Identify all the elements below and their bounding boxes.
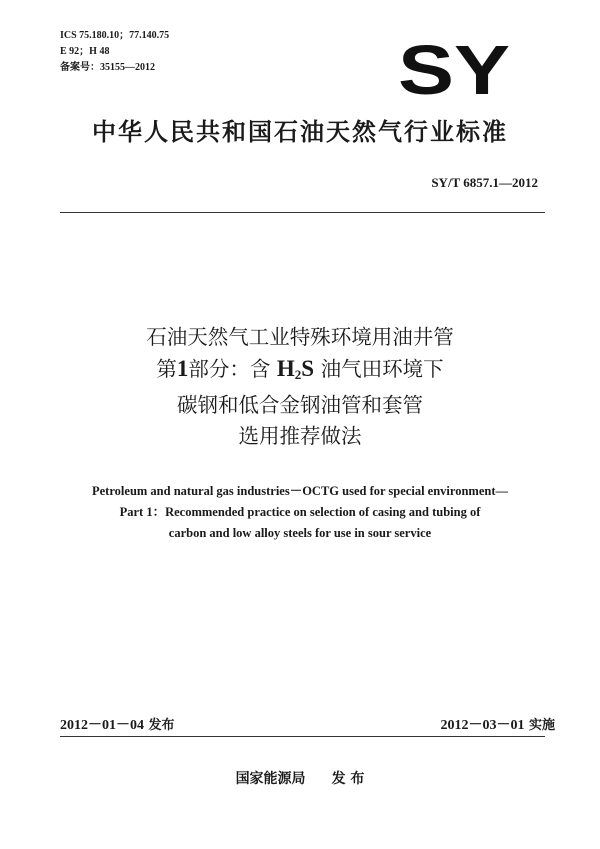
sy-logo <box>395 40 513 100</box>
chinese-title <box>0 322 600 452</box>
title-cn-line-3: 碳钢和低合金钢油管和套管 <box>177 393 423 417</box>
sy-logo-text: SY <box>398 40 510 100</box>
classification-block <box>60 28 169 76</box>
publisher-name: 国家能源局 <box>235 771 306 787</box>
issue-label: 发布 <box>148 718 175 733</box>
h2s-formula <box>277 356 314 381</box>
title-cn-part-prefix: 第 <box>156 357 177 381</box>
footer-divider <box>60 736 545 737</box>
publisher <box>0 768 600 788</box>
title-cn-part-suffix: 油气田环境下 <box>320 357 444 381</box>
title-cn-line-4: 选用推荐做法 <box>238 424 362 448</box>
title-cn-line-1: 石油天然气工业特殊环境用油井管 <box>146 325 454 349</box>
filing-number: 备案号：35155—2012 <box>60 62 155 73</box>
ics-code: ICS 75.180.10；77.140.75 <box>60 30 170 41</box>
organization-title: 中华人民共和国石油天然气行业标准 <box>92 118 508 146</box>
implementation-date-value: 2012－03－01 <box>440 718 525 733</box>
title-cn-line-2 <box>0 353 600 390</box>
issue-date <box>60 714 175 734</box>
publisher-action: 发 布 <box>331 771 365 787</box>
formula-s: S <box>301 356 315 381</box>
title-cn-part-mid: 部分：含 <box>188 357 271 381</box>
header-divider <box>60 212 545 213</box>
title-en-line-1: Petroleum and natural gas industries－OCTG used for special environment— <box>92 484 508 498</box>
english-title <box>0 481 600 544</box>
formula-subscript: 2 <box>294 367 302 382</box>
ccs-code: E 92；H 48 <box>60 46 110 57</box>
title-cn-part-number: 1 <box>176 356 189 381</box>
implementation-label: 实施 <box>528 718 555 733</box>
standard-number: SY/T 6857.1—2012 <box>431 175 538 190</box>
title-en-line-2: Part 1：Recommended practice on selection of casing and tubing of <box>119 505 481 519</box>
implementation-date <box>440 714 555 734</box>
issue-date-value: 2012－01－04 <box>60 718 144 733</box>
title-en-line-3: carbon and low alloy steels for use in sour service <box>168 526 432 540</box>
formula-h: H <box>276 356 295 381</box>
